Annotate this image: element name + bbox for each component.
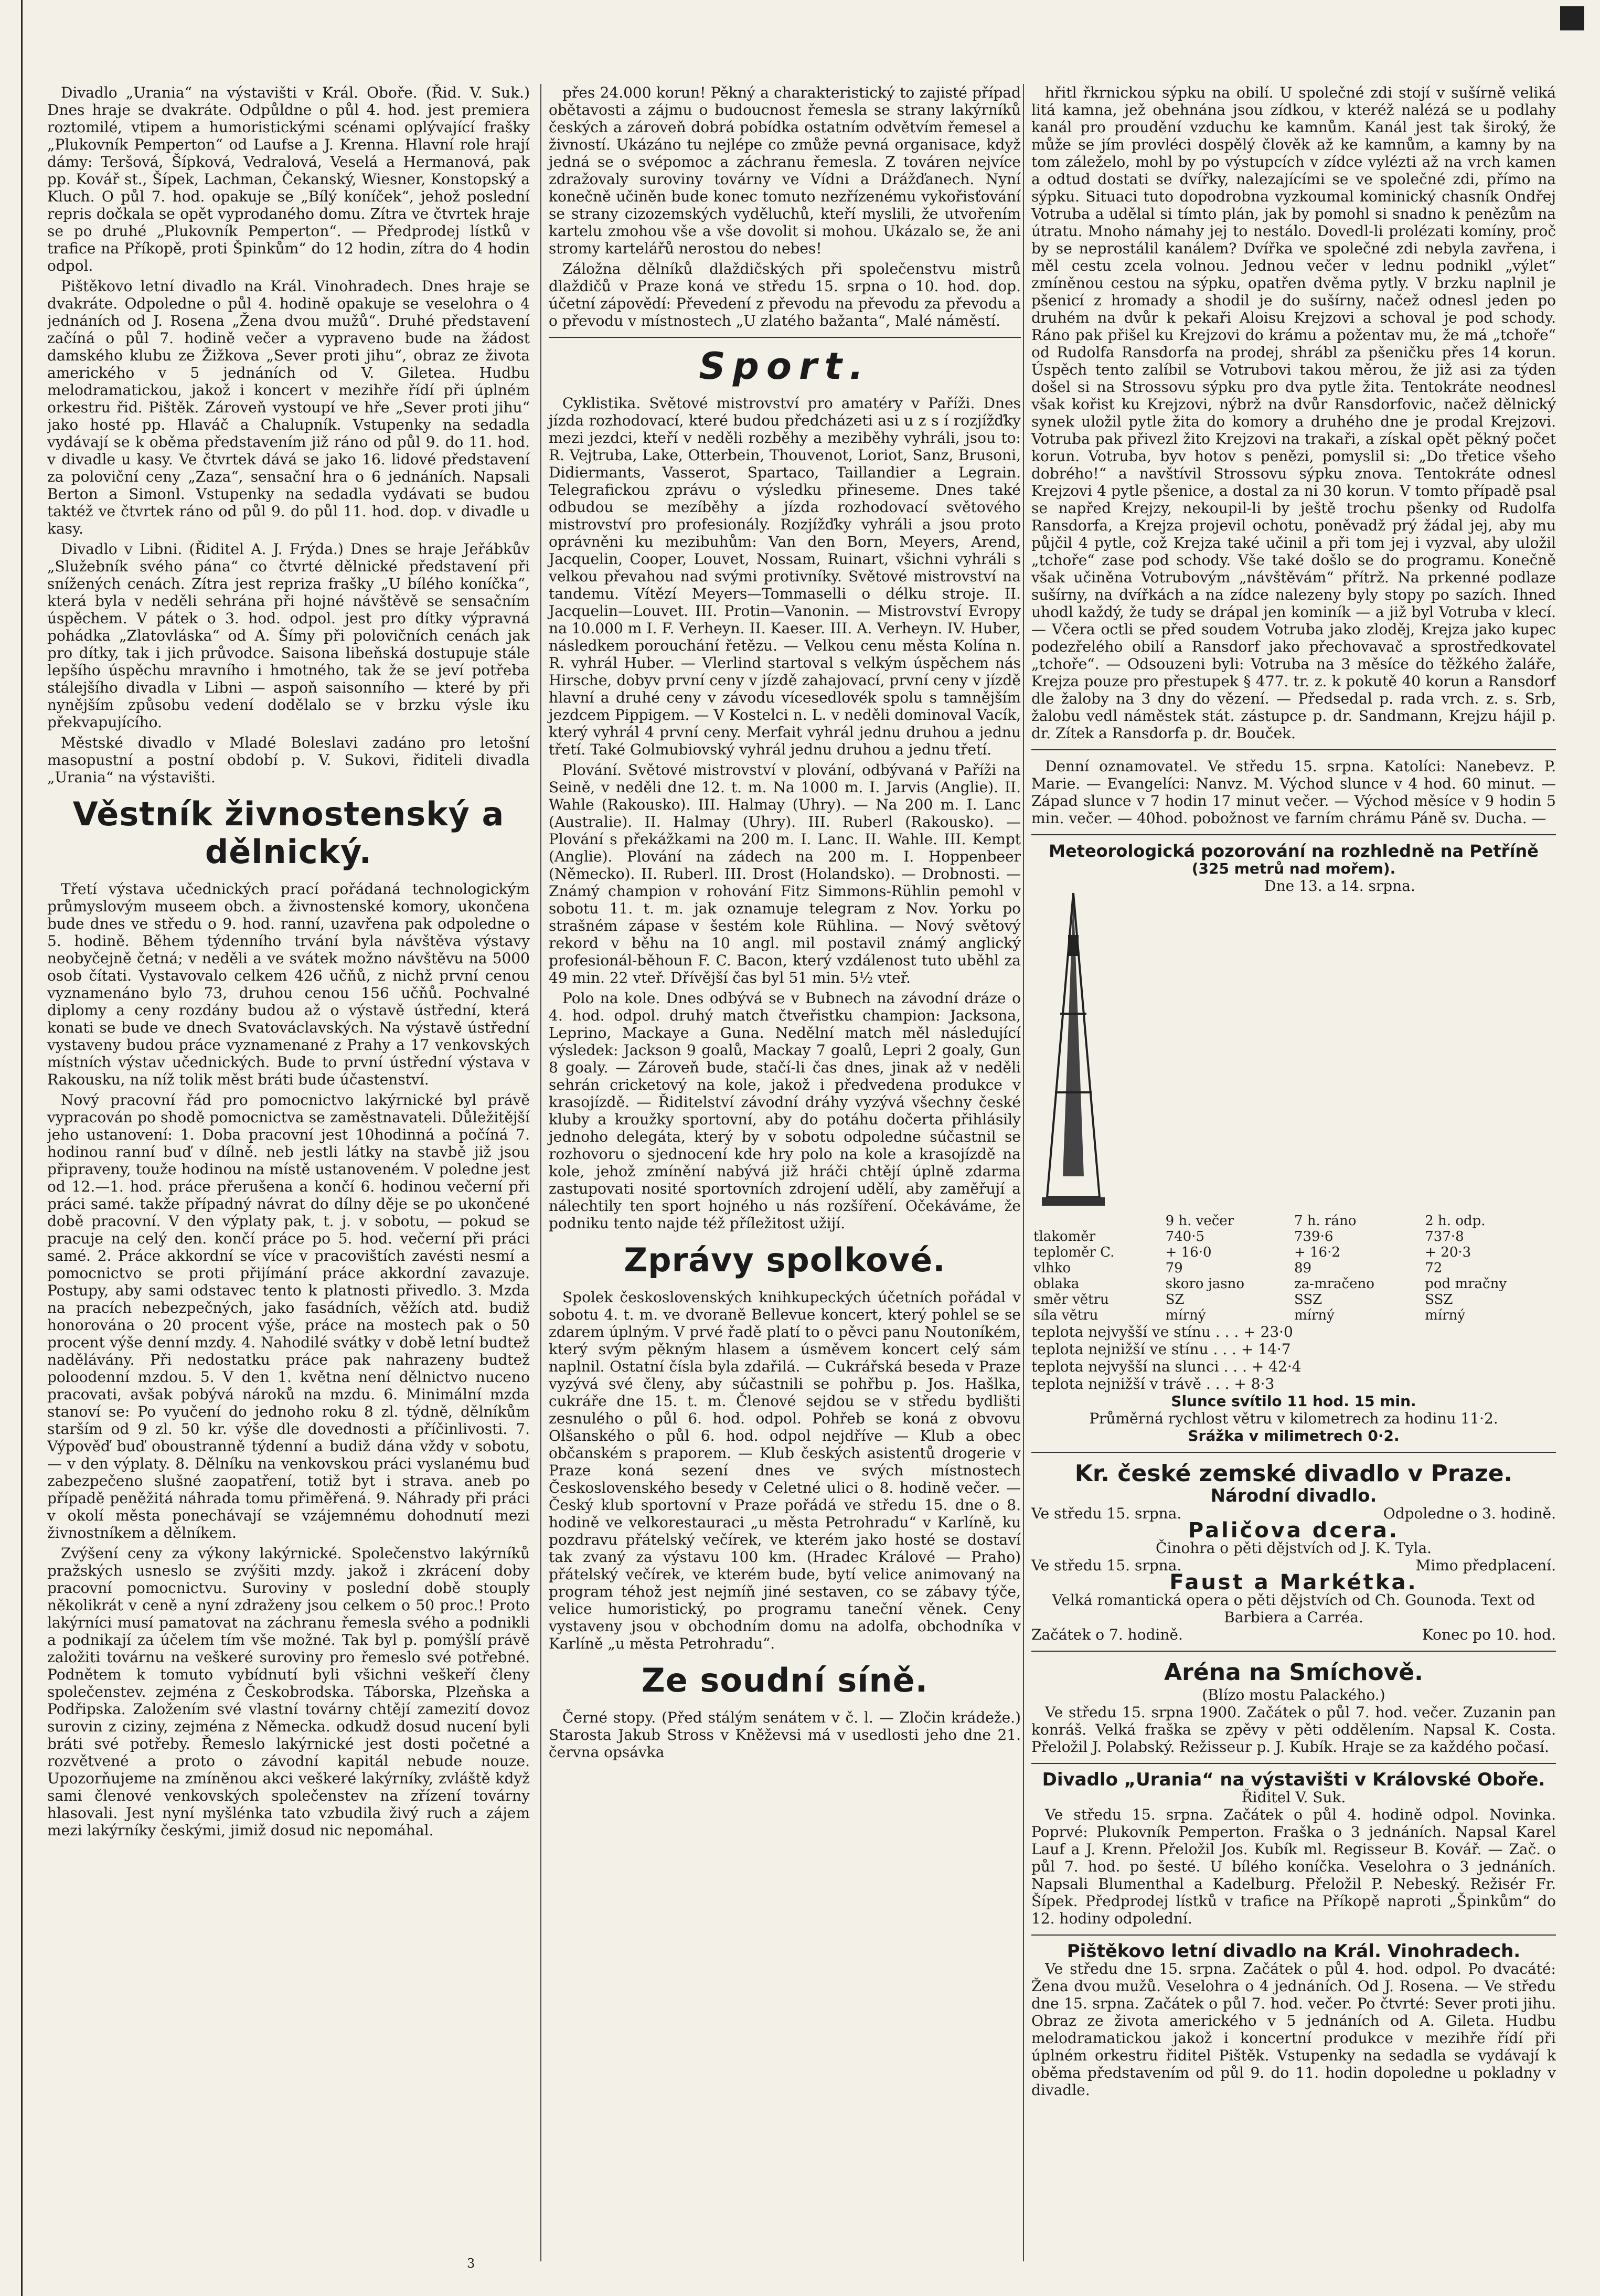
article-lakyrnici-cont: přes 24.000 korun! Pěkný a charakteristický to zajisté případ obětavosti a zájmu o budoucnost řemesla se strany lakýrníků českých a zároveň dobrá pobídka ostatním odvětvím řemesel a živností. Ukázáno tu nejlépe co zmůže pevná organisace, když jedná se o svépomoc a záchranu řemesla. Z továren nejvíce zdražovaly suroviny továrny ve Vídni a Drážďanech. Nyní konečně učiněn bude konec tomuto nezřízenému vykořisťování se strany cizozemských vyděluchů, kteří myslili, že utvořením kartelu zmohou vše a vše dovolit si mohou. Ukázalo se, že ani stromy kartelářů nerostou do nebes! [549, 84, 1021, 257]
article-cerne-stopy-cont: hřitl řkrnickou sýpku na obilí. U společné zdi stojí v sušírně veliká litá kamna, jež obehnána jsou zídkou, v kteréž nalézá se u podlahy kanál pro proudění vzduchu ke kamnům. Kanál jest tak široký, že může se jím provléci dospělý člověk až ke kamnům, a kamny by na tom záleželo, mohl by po výstupcích v zídce vylézti až na vrch kamen a odtud dostati se dvířky, nalezajícími se ve společné zdi, přímo na sýpku. Situaci tuto dopodrobna vyzkoumal kominický chasník Ondřej Votruba a udělal si tímto plán, jak by pomohl si snadno k penězům na útratu. Mnoho námahy jej to nestálo. Dovedl-li prolézati komíny, proč by se neprostálil kanálem? Dvířka ve společné zdi nebyla zavřena, i měl cestu zcela volnou. Jednou večer v lednu podnikl „výlet“ zmíněnou cestou na sýpku, opatřen dvěma pytly. V brzku naplnil je pšenicí z hromady a shodil je do sušírny, načež odnesl jeden po druhém na dvůr k pekaři Aloisu Krejzovi a schoval je pod schody. Ráno pak přišel ku Krejzovi do krámu a požentav mu, že má „tchoře“ od Rudolfa Ransdorfa na prodej, shrábl za pšeničku přes 14 korun. Úspěch tento zalíbil se Votrubovi takou měrou, že již asi za týden došel si na Strossovu sýpku pro dva pytle žita. Tentokráte neodnesl však kořist ku Krejzovi, nýbrž na dvůr Ransdorfovic, načež dělnický synek uložil pytle žita do komory a druhého dne je prodal Krejzovi. Votruba pak přivezl žito Krejzovi na trakaři, a získal opět pěkný počet korun. Votruba, byv hotov s penězi, pomyslil si: „Do třetice všeho dobrého!“ a navštívil Strossovu sýpku znova. Tentokráte odnesl Krejzovi 4 pytle pšenice, a dostal za ni 30 korun. V tomto případě psal se napřed Krejzy, nekoupil-li by ještě trochu pšenky od Rudolfa Ransdorfa, a Krejza projevil ochotu, poněvadž prý žádal jej, aby mu půjčil 4 pytle, což Krejza také učinil a při tom jej i vyzval, aby uložil „tchoře“ zase pod schody. Vše také došlo se do programu. Konečně však učiněna Votrubovým „návštěvám“ přítrž. Na prkenné podlaze sušírny, na dvířkách a na zídce nalezeny byly stopy po sazích. Ihned uhodl každý, že tudy se drápal jen kominík — a již byl Votruba v klecí. — Včera octli se před soudem Votruba jako zloděj, Krejza jako kupec podezřelého obilí a Ransdorf jako přechovavač a sprostředkovatel „tchoře“. — Odsouzeni byli: Votruba na 3 měsíce do těžkého žaláře, Krejza pouze pro přestupek § 477. tr. z. k pokutě 40 korun a Ransdorf dle žaloby na 3 dny do vězení. — Předsedal p. rada vrch. z. s. Srb, žalobu vedl náměstek stát. zástupce p. dr. Sandmann, Krejzu hájil p. dr. Zítek a Ransdorfa p. dr. Bouček. [1031, 84, 1556, 742]
arena-subtitle: (Blízo mostu Palackého.) [1202, 1686, 1385, 1704]
weather-cell: teploměr C. [1033, 1245, 1115, 1260]
pistek-title: Pištěkovo letní divadlo na Král. Vinohradech. [1066, 1941, 1521, 1962]
theatre-date: Ve středu 15. srpna. [1031, 1505, 1182, 1522]
article-urania: Divadlo „Urania“ na výstavišti v Král. Oboře. (Řid. V. Suk.) Dnes hraje se dvakráte. Odpůldne o půl 4. hod. jest premiera roztomilé, vtipem a humoristickými scénami oplývající frašky „Plukovník Pemperton“ od Laufse a J. Krenna. Hlavní role hrají dámy: Teršová, Šípková, Vedralová, Veselá a Hermanová, pak pp. Kovář st., Šípek, Lachman, Čekanský, Wiesner, Konstopský a Kluch. O půl 7. hod. opakuje se „Bílý koníček“, jehož poslední repris dočkala se opět vyprodaného domu. Zítra ve čtvrtek hraje se po druhé „Plukovník Pemperton“. — Předprodej lístků v trafice na Příkopě, proti Špinkům“ do 12 hodin, zítra do 4 hodin odpol. [47, 84, 530, 274]
arena-text: Ve středu 15. srpna 1900. Začátek o půl 7. hod. večer. Zuzanin pan konráš. Velká fraška se zpěvy v pěti oddělením. Napsal K. Costa. Přeložil J. Polabský. Režisseur p. J. Kubík. Hraje se za každého počasí. [1031, 1704, 1556, 1756]
weather-cell: SSZ [1294, 1292, 1322, 1308]
article-plovani: Plování. Světové mistrovství v plování, odbývaná v Paříži na Seině, v neděli dne 12. t. m. Na 1000 m. I. Jarvis (Anglie). II. Wahle (Rakousko). III. Halmay (Uhry). — Na 200 m. I. Lanc (Australie). II. Halmay (Uhry). III. Ruberl (Rakousko). — Plování s překážkami na 200 m. I. Lanc. II. Wahle. III. Kempt (Anglie). Plování na zádech na 200 m. I. Hoppenbeer (Německo). II. Ruberl. III. Drost (Holandsko). — Drobnosti. — Známý champion v rohování Fitz Simmons-Rühlin pemohl v sobotu 11. t. m. jak oznamuje telegram z Nov. Yorku po strašném zápase v šestém kole Rühlina. — Nový světový rekord v běhu na 10 angl. mil postavil známý anglický profesionál-běhoun F. C. Bacon, který vzdálenost tuto uběhl za 49 min. 22 vteř. Dřívější čas byl 51 min. 5½ vteř. [549, 761, 1021, 986]
play-title: Paličova dcera. [1188, 1518, 1400, 1543]
weather-cell: 72 [1425, 1260, 1443, 1276]
divider [1031, 834, 1556, 835]
article-vystava: Třetí výstava učednických prací pořádaná technologickým průmyslovým museem obch. a živnostenské komory, ukončena bude dnes ve středu o 9. hod. ranní, uzavřena pak odpoledne o 5. hodině. Během týdenního trvání byla návštěva výstavy neobyčejně četná; v neděli a ve svátek možno návštěvu na 5000 osob čítati. Vystavovalo celkem 426 učňů, z nichž první cenou vyznamenáno bylo 73, druhou cenou 156 učňů. Pochvalné diplomy a ceny rozdány budou až o výstavě ústřední, která konati se bude ve dnech Svatováclavských. Na výstavě ústřední vystaveny budou práce vyznamenané z Prahy a 17 venkovských místních výstav učednických. Bude to první ústřední výstava v Rakousku, na níž tolik měst bráti bude účastenství. [47, 880, 530, 1088]
divider [1031, 1651, 1556, 1652]
weather-row [1031, 1229, 1556, 1245]
divider [1031, 749, 1556, 750]
weather-note: Slunce svítilo 11 hod. 15 min. [1171, 1393, 1416, 1410]
theatre-row [1031, 1626, 1556, 1643]
weather-note: Srážka v milimetrech 0·2. [1188, 1427, 1400, 1444]
weather-subtitle: (325 metrů nad mořem). [1191, 860, 1396, 877]
weather-date: Dne 13. a 14. srpna. [1264, 877, 1415, 895]
corner-mark [1560, 6, 1584, 30]
article-spolky: Spolek československých knihkupeckých účetních pořádal v sobotu 4. t. m. ve dvoraně Bellevue koncert, který pohlel se se zdarem úplným. V prvé řadě platí to o pěvci panu Noutoníkém, který svým pěkným hlasem a úsměvem koncert celý sám naplnil. Ostatní čísla byla zdařilá. — Cukrářská beseda v Praze vyzývá své členy, aby súčastnili se pohřbu p. Jos. Hašlka, cukráře dne 15. t. m. Členové sejdou se v středu bydlišti zesnulého o půl 6. hod. odpol. Pohřeb se koná z obvovu Olšanského o půl 6. hod. odpol nejdříve — Klub a obec občanském s praporem. — Klub českých asistentů drogerie v Praze koná sezení dnes ve svých místnostech Československého besedy v Celetné ulici o 8. hodině večer. — Český klub sportovní v Praze pořádá ve středu 15. dne o 8. hodině ve velkorestauraci „u města Petrohradu“ v Karlíně, ku pozdravu přátelský večírek, ve kterém jako hosté se dostaví tak zvaný za výstavu 100 km. (Hradec Králové — Praho) přátelský večírek, ve kterém bude, bytí velice animovaný na program téhož jest nejmíň jiné sestaven, co se zábavy týče, velice humoristický, po programu taneční věnek. Ceny vystaveny jsou v obchodním domu na adolfa, obchodníka v Karlíně „u města Petrohradu“. [549, 1289, 1021, 1652]
weather-cell: směr větru [1033, 1292, 1109, 1308]
play-start: Začátek o 7. hodině. [1031, 1626, 1183, 1643]
section-title-sport: Sport. [699, 345, 871, 388]
divider [1031, 1763, 1556, 1764]
divider [1031, 1934, 1556, 1936]
weather-cell: síla větru [1033, 1308, 1098, 1323]
article-polo: Polo na kole. Dnes odbývá se v Bubnech na závodní dráze o 4. hod. odpol. druhý match čtveřistku champion: Jacksona, Leprino, Mackaye a Guna. Nedělní match měl následující výsledek: Jackson 9 goalů, Mackay 7 goalů, Lepri 2 goaly, Gun 8 goaly. — Zároveň bude, stačí-li čas dnes, jinak až v neděli sehrán cricketový na kole, jakož i předvedena produkce v krasojízdě. — Řiditelství závodní dráhy vyzývá všechny české kluby a kroužky sportovní, aby do potáhu dočerta přihlásily jednoho delegáta, který by v sobotu odpoledne súčastnil se rozhovoru o sjednocení kde hry polo na kole a krasojízdě na kole, jehož zmínění nabývá již hráči chtějí úplně zdarma zastupovati nosité sportovních zdrojení udělí, aby zaměřují a nálechtily ten sport hojného u nás rozšíření. Očekáváme, že podniku tento najde též příležitost užijí. [549, 990, 1021, 1232]
weather-box [1031, 843, 1556, 1444]
divider [549, 337, 1021, 338]
weather-row [1031, 1276, 1556, 1292]
section-title-vestnik: Věstník živnostenský a dělnický. [72, 795, 505, 871]
weather-title: Meteorologická pozorování na rozhledně na Petříně [1049, 841, 1539, 861]
weather-header-cell: 7 h. ráno [1294, 1213, 1357, 1229]
weather-note: teplota nejnižší v trávě . . . + 8·3 [1031, 1375, 1275, 1393]
weather-note: teplota nejvyšší na slunci . . . + 42·4 [1031, 1358, 1302, 1375]
column-3 [1023, 84, 1556, 2261]
section-title-spolky: Zprávy spolkové. [624, 1241, 946, 1279]
play-title: Faust a Markétka. [1169, 1570, 1418, 1595]
article-pracovni-rad: Nový pracovní řád pro pomocnictvo lakýrnické byl právě vypracován po shodě pomocnictva se zaměstnavateli. Důležitější jeho ustanovení: 1. Doba pracovní jest 10hodinná a počíná 7. hodinou ranní buď v dílně. neb jestli látky na stavbě již jsou připraveny, touže hodinou na místě ustanoveném. V poledne jest od 12.—1. hod. práce přerušena a končí 6. hodinou večerní při práci samé. takže případný návrat do dílny děje se po ukončené době pracovní. V den výplaty pak, t. j. v sobotu, — pokud se pracuje na celý den. končí práce po 5. hod. večerní při práci samé. 2. Práce akkordní se více v pracovištích zavésti nesmí a pomocnictvo se proti přijímání práce akkordní zavazuje. Postupy, aby sami odstavec tento k platnosti přivedlo. 3. Mzda na pracích nebezpečných, jako fasádních, věžích atd. budiž honorována o 20 procent výše, práce na mostech pak o 50 procent výše denní mzdy. 4. Nahodilé svátky v době letní budtež nadělávány. Při nedostatku práce pak nahrazeny budtež poloodenní mzdou. 5. V den 1. května není dělnictvo nuceno pracovati, avšak pobývá nároků na mzdu. 6. Minimální mzda stanoví se: Po vyučení do jednoho roku 8 zl. týdně, dělníkům starším od 9 zl. 50 kr. výše dle dovednosti a příčinlivosti. 7. Výpověď buď oboustranně týdenní a budiž dána vždy v sobotu, — v den výplaty. 8. Dělníku na venkovskou práci vyslanému buď zabezpečeno slušné zaopatření, totiž byt i strava. aneb po případě peněžitá náhrada tomu přiměřená. 9. Náhrady při práci v okolí města ponechávají se vzájemnému dohodnutí mezi živnostníkem a dělníkem. [47, 1091, 530, 1542]
weather-cell: 89 [1294, 1260, 1312, 1276]
theatre-note: Mimo předplacení. [1415, 1557, 1556, 1574]
article-lakyrnici: Zvýšení ceny za výkony lakýrnické. Společenstvo lakýrníků pražských usneslo se zvýšiti mzdy. jakož i zkrácení doby pracovní pomocnictvu. Suroviny v poslední době stouply několikrát v ceně a nyní zdraženy jsou celkem o 50 proc.! Proto lakýrníci musí pamatovat na záchranu řemesla svého a podnikli a podnikají za účelem tím vše možné. Tak byl p. pomýšlí právě založiti továrnu na veškeré suroviny pro řemeslo své potřebné. Podnětem k tomuto vybídnutí byli všichni veškeří členy společenstev. zejména z Českobrodska. Táborska, Plzeňska a Podřipska. Založením své vlastní továrny chtějí zamezití dovoz surovin z ciziny, zejména z Německa. odkudž dosud nucení byli bráti své potřeby. Řemeslo lakýrnické jest dosti početné a rozvětvené a proto o závodní kapitál nebude nouze. Upozorňujeme na zmíněnou akci veškeré lakýrníky, zvláště když sami členové venkovských společenstev na zřízení továrny hlasovali. Jest nyní myšlénka tato vzbudila živý ruch a zájem mezi lakýrníky českými, jimiž dosud nic nepomáhal. [47, 1545, 530, 1839]
weather-cell: mírný [1294, 1308, 1335, 1323]
weather-cell: 740·5 [1165, 1229, 1205, 1245]
weather-row [1031, 1292, 1556, 1308]
weather-table [1031, 1213, 1556, 1323]
theatre-note: Odpoledne o 3. hodině. [1383, 1505, 1556, 1522]
column-1 [47, 84, 530, 2261]
weather-note: teplota nejnižší ve stínu . . . + 14·7 [1031, 1341, 1291, 1358]
theatre-date: Ve středu 15. srpna. [1031, 1557, 1182, 1574]
weather-cell: 79 [1165, 1260, 1183, 1276]
column-2 [540, 84, 1021, 2261]
weather-cell: 739·6 [1294, 1229, 1334, 1245]
weather-cell: pod mračny [1425, 1276, 1507, 1292]
article-cyklistika: Cyklistika. Světové mistrovství pro amatéry v Paříži. Dnes jízda rozhodovací, které budou předcházeti asi u z s í rozjížďky mezi jezdci, kteří v neděli rozběhy a meziběhy vyhráli, jsou to: R. Vejtruba, Lake, Otterbein, Thouvenot, Loriot, Sanz, Brusoni, Didiermants, Vasserot, Spartaco, Taillandier a Legrain. Telegrafickou zprávu o výsledku přineseme. Dnes také odbudou se mezíběhy a jízda rozhodovací světového mistrovství pro profesionály. Rozjížďky vyhráli a jsou proto oprávněni ku mezibuhům: Van den Born, Meyers, Arend, Jacquelin, Cooper, Louvet, Nossam, Ruinart, všichni vyhráli s velkou převahou nad svými protivníky. Světové mistrovství na tandemu. Vítězí Meyers—Tommaselli o délku stroje. II. Jacquelin—Louvet. III. Protin—Vanonin. — Mistrovství Evropy na 10.000 m I. F. Verheyn. II. Kaeser. III. A. Verheyn. IV. Huber, následkem porouchání řetězu. — Velkou cenu města Kolína n. R. vyhrál Huber. — Vlerlind startoval s velkým úspěchem nás Hirsche, dobyv první ceny v jízdě zahajovací, první ceny v jízdě hlavní a druhé ceny v závodu vícesedlovék spolu s tamnějším jezdcem Pippigem. — V Kostelci n. L. v neděli dominoval Vacík, který vyhrál 4 první ceny. Merfait vyhrál jednu druhou a jednu třetí. Také Golmubiovský vyhrál jednu druhou a jednu třetí. [549, 395, 1021, 758]
weather-cell: za-mračeno [1294, 1276, 1374, 1292]
play-description: Velká romantická opera o pěti dějstvích od Ch. Gounoda. Text od Barbiera a Carréa. [1052, 1591, 1535, 1626]
weather-row [1031, 1245, 1556, 1260]
weather-header-cell: 2 h. odp. [1425, 1213, 1486, 1229]
article-pistek: Pištěkovo letní divadlo na Král. Vinohradech. Dnes hraje se dvakráte. Odpoledne o půl 4. hodině opakuje se veselohra o 4 jednáních od J. Rosena „Žena dvou mužů“. Druhé představení začíná o půl 7. hodině večer a vypraveno bude na žádost damského klubu ze Žižkova „Sever proti jihu“, obraz ze života amerického v 5 jednáních od V. Giletea. Hudbu melodramatickou, jakož i koncert v mezihře řídí při úplném orkestru řid. Pištěk. Zároveň vystoupí ve hře „Sever proti jihu“ jako hosté pp. Hlaváč a Chalupník. Vstupenky na sedadla vydávají se k oběma představením již ráno od půl 9. do 11. hod. v divadle u kasy. Ve čtvrtek dává se jako 16. lidové představení za poloviční ceny „Zaza“, sensační hra o 6 jednáních. Napsali Berton a Simonl. Vstupenky na sedadla vydávati se budou taktéž ve čtvrtek ráno od půl 9. do půl 11. hod. dop. v divadle u kasy. [47, 278, 530, 537]
weather-header-cell [1031, 1213, 1164, 1229]
urania-subtitle: Řiditel V. Suk. [1241, 1789, 1346, 1806]
weather-cell: mírný [1165, 1308, 1206, 1323]
weather-cell: vlhko [1033, 1260, 1071, 1276]
weather-cell: skoro jasno [1165, 1276, 1244, 1292]
article-cerne-stopy: Černé stopy. (Před stálým senátem v č. l. — Zločin krádeže.) Starosta Jakub Stross v Kněževsi má v usedlosti jeho dne 21. června opsávka [549, 1709, 1021, 1761]
page-edge [21, 0, 23, 2296]
weather-cell: oblaka [1033, 1276, 1080, 1292]
weather-cell: 737·8 [1425, 1229, 1464, 1245]
divider [1031, 1452, 1556, 1453]
weather-header-row [1031, 1213, 1556, 1229]
daily-calendar: Denní oznamovatel. Ve středu 15. srpna. Katolíci: Nanebevz. P. Marie. — Evangelíci: Nanvz. M. Východ slunce v 4 hod. 60 minut. — Západ slunce v 7 hodin 17 minut večer. — Východ měsíce v 9 hodin 5 min. večer. — 40hod. pobožnost ve farním chrámu Páně sv. Ducha. — [1031, 758, 1556, 827]
weather-cell: tlakoměr [1033, 1229, 1096, 1245]
weather-note: teplota nejvyšší ve stínu . . . + 23·0 [1031, 1323, 1293, 1341]
article-liben: Divadlo v Libni. (Řiditel A. J. Frýda.) Dnes se hraje Jeřábkův „Služebník svého pána“ co čtvrté dělnické představení při snížených cenách. Zítra jest repriza frašky „U bílého koníčka“, která byla v neděli sehrána při hojné návštěvě se sensačním úspěchem. V pátek o 3. hod. odpol. jest pro dítky výpravná pohádka „Zlatovláska“ od A. Šímy při polovičních cenách jak pro dítky, tak i jich průvodce. Saisona libeňská dostupuje stále lepšího úspěchu mravního i hmotného, tak že se jeví potřeba stálejšího divadla v Libni — aspoň saisonního — které by při nynějším způsobu vedení dodělalo se v brzku výsle iku překvapujícího. [47, 540, 530, 731]
play-end: Konec po 10. hod. [1422, 1626, 1556, 1643]
article-boleslav: Městské divadlo v Mladé Boleslavi zadáno pro letošní masopustní a postní období p. V. Sukovi, řiditeli divadla „Urania“ na výstavišti. [47, 734, 530, 786]
weather-cell: mírný [1425, 1308, 1466, 1323]
weather-note: Průměrná rychlost větru v kilometrech za hodinu 11·2. [1089, 1410, 1498, 1427]
theatre-national-title: Kr. české zemské divadlo v Praze. [1074, 1460, 1513, 1487]
weather-header-cell: 9 h. večer [1165, 1213, 1234, 1229]
page-number: 3 [467, 2256, 475, 2271]
weather-cell: SSZ [1425, 1292, 1453, 1308]
article-zalozna: Záložna dělníků dlaždičských při společenstvu mistrů dlaždičů v Praze koná ve středu 15. srpna o 10. hod. dop. účetní zápovědí: Převedení z převodu na převodu za převodu a o převodu v místnostech „U zlatého bažanta“, Malé náměstí. [549, 260, 1021, 329]
weather-row [1031, 1308, 1556, 1323]
urania-title: Divadlo „Urania“ na výstavišti v Královské Oboře. [1042, 1769, 1545, 1790]
weather-row [1031, 1260, 1556, 1276]
section-title-soud: Ze soudní síně. [641, 1661, 929, 1699]
petrin-tower-illustration [1031, 883, 1115, 1208]
weather-cell: + 16·2 [1294, 1245, 1340, 1260]
pistek-text: Ve středu dne 15. srpna. Začátek o půl 4. hod. odpol. Po dvacáté: Žena dvou mužů. Veselohra o 4 jednáních. Od J. Rosena. — Ve středu dne 15. srpna. Začátek o půl 7. hod. večer. Po čtvrté: Sever proti jihu. Obraz ze života amerického v 5 jednáních od A. Gileta. Hudbu melodramatickou jakož i koncertní produkce v mezihře řídí při úplném orkestru řiditel Pištěk. Vstupenky na sedadla se vydávají k oběma představením od půl 9. do 11. hodin dopoledne u pokladny v divadle. [1031, 1960, 1556, 2099]
weather-cell: SZ [1165, 1292, 1185, 1308]
arena-title: Aréna na Smíchově. [1164, 1659, 1423, 1686]
theatre-national-subtitle: Národní divadlo. [1210, 1485, 1377, 1506]
weather-cell: + 16·0 [1165, 1245, 1212, 1260]
urania-text: Ve středu 15. srpna. Začátek o půl 4. hodině odpol. Novinka. Poprvé: Plukovník Pemperton. Fraška o 3 jednáních. Napsal Karel Lauf a J. Krenn. Přeložil Jos. Kubík ml. Regisseur B. Kovář. — Zač. o půl 7. hod. po šesté. U bílého koníčka. Veselohra o 3 jednáních. Napsali Blumenthal a Kadelburg. Přeložil P. Nebeský. Režisér Fr. Šípek. Předprodej lístků v trafice na Příkopě naproti „Špinkům“ do 12. hodiny odpolední. [1031, 1806, 1556, 1927]
weather-cell: + 20·3 [1425, 1245, 1471, 1260]
play-description: Činohra o pěti dějstvích od J. K. Tyla. [1155, 1539, 1432, 1557]
